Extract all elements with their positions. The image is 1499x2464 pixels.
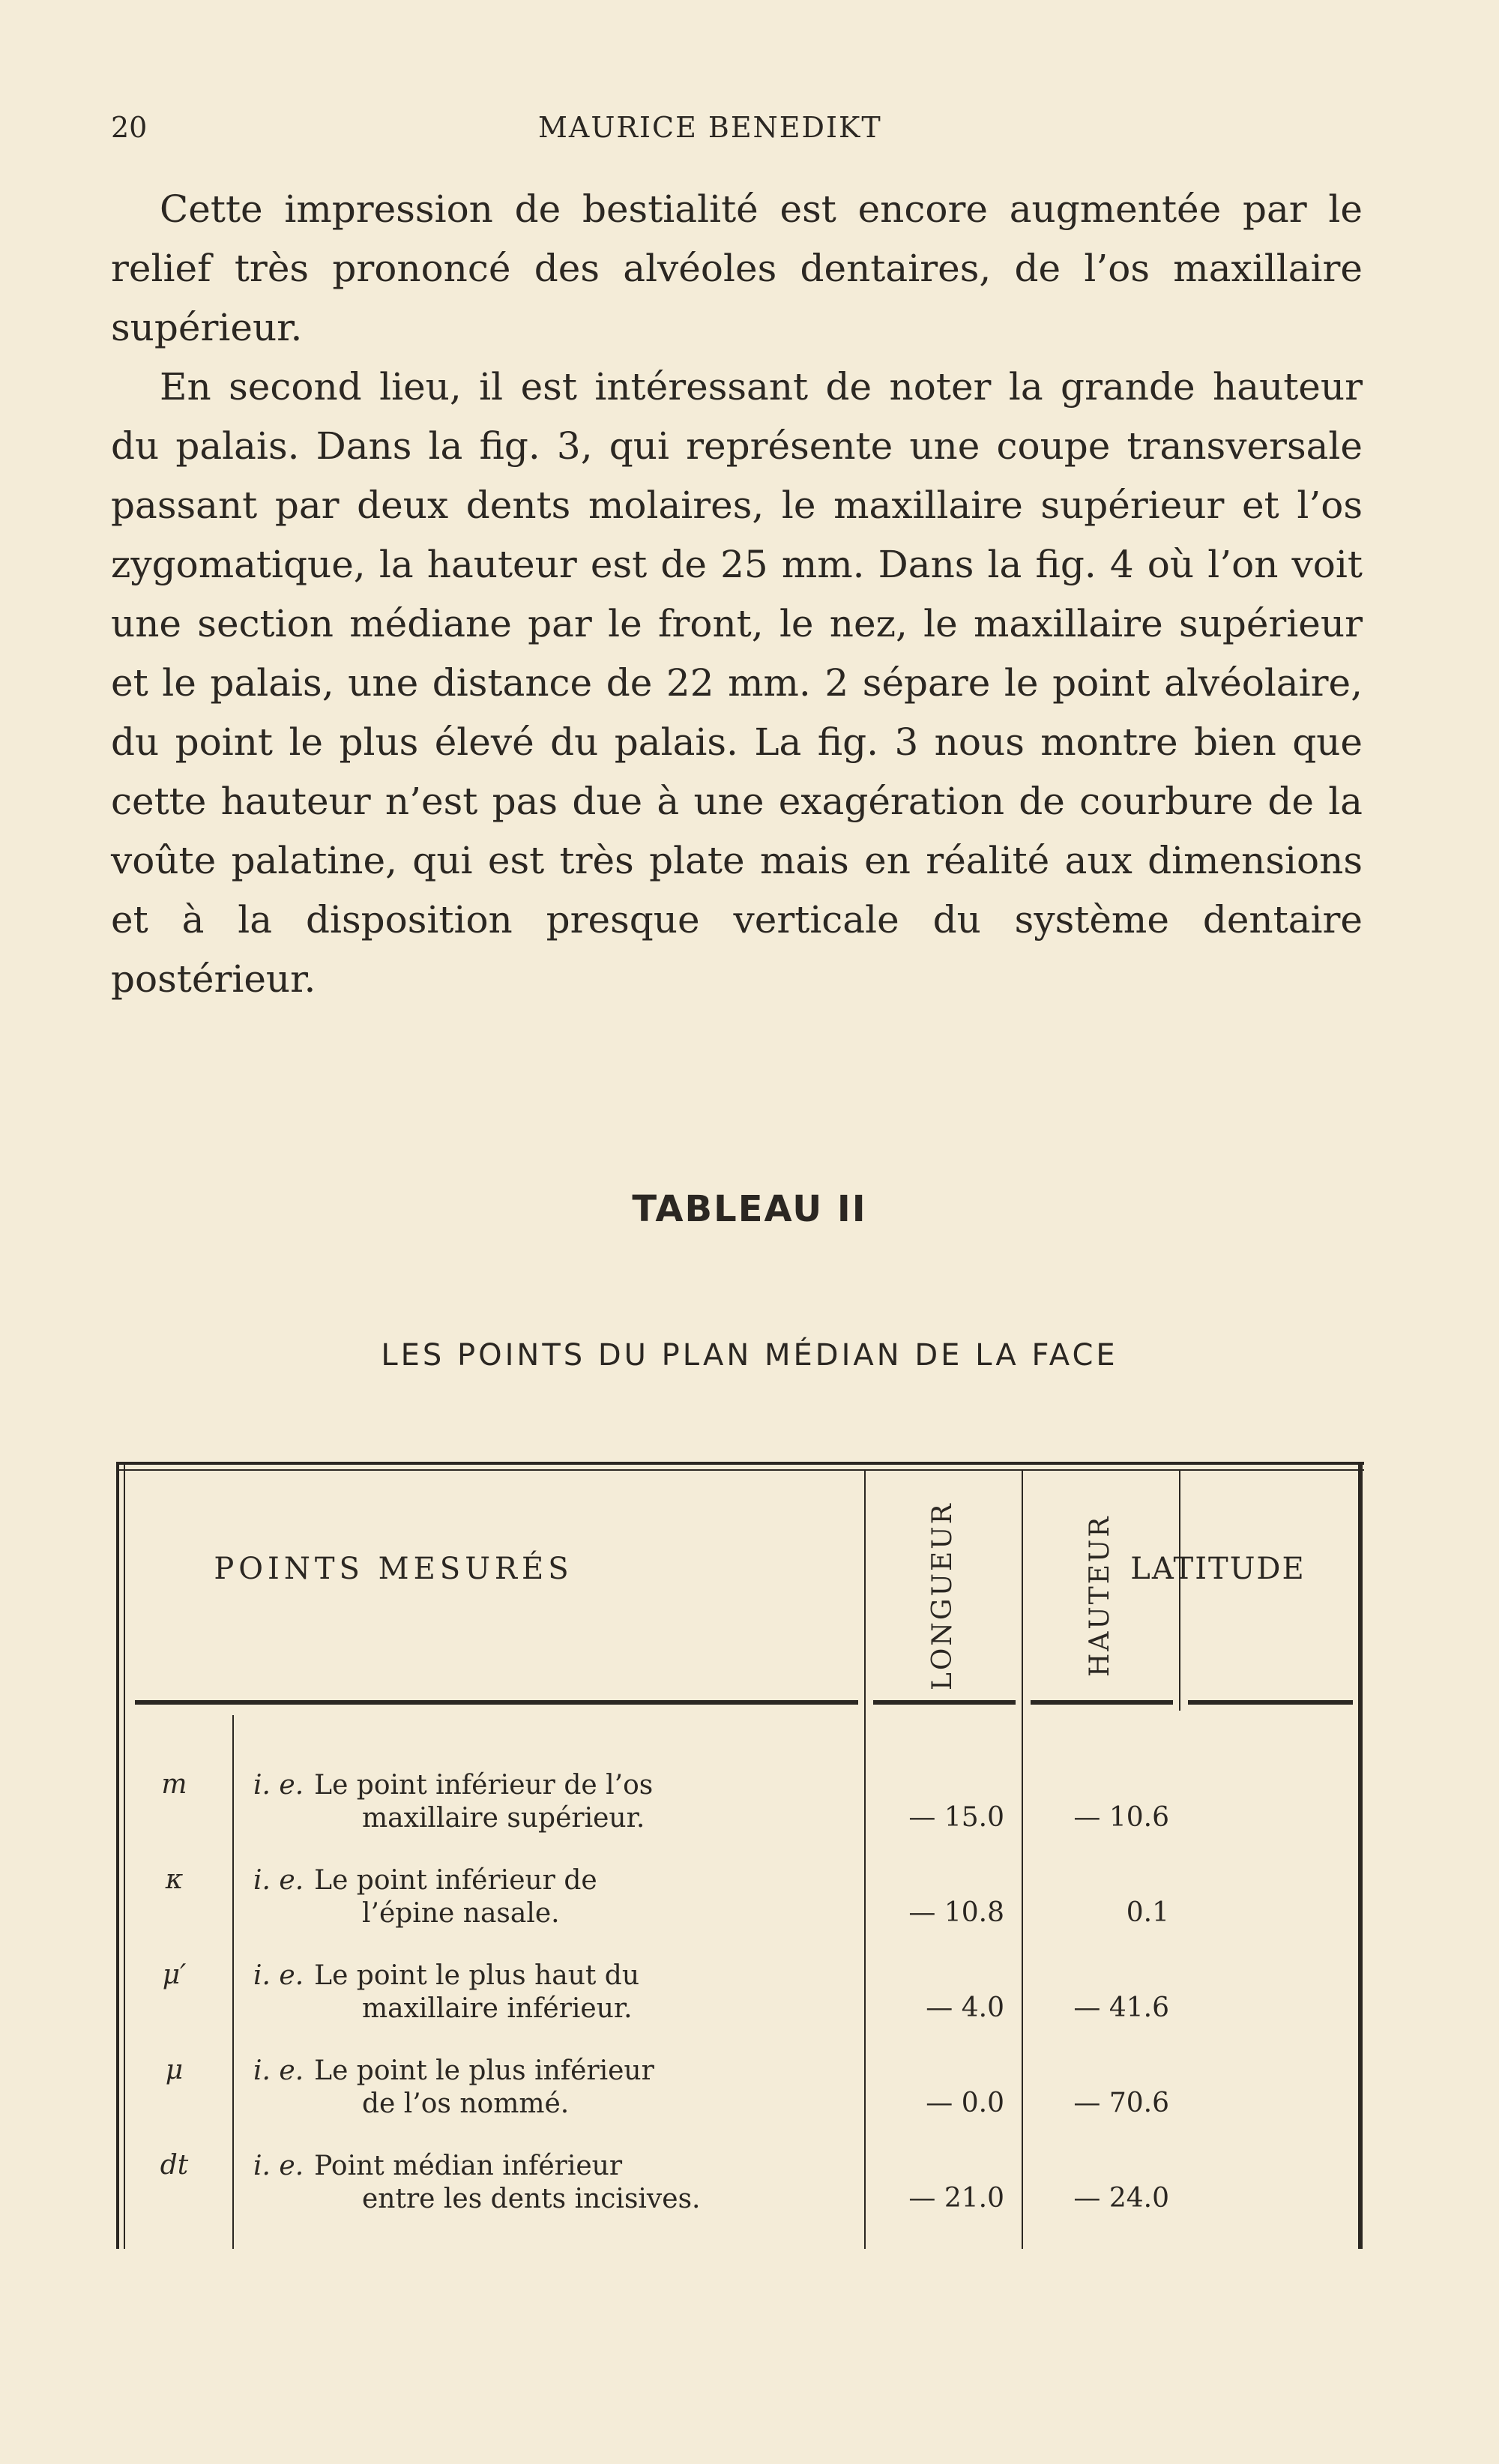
table-row	[116, 2150, 1364, 2246]
table-top-rule-thin	[116, 1469, 1364, 1471]
row-symbol: dt	[160, 2150, 189, 2181]
row-description	[253, 1769, 859, 1835]
table-title: TABLEAU II	[632, 1188, 867, 1230]
paragraph: En second lieu, il est intéressant de noter la grande hauteur du palais. Dans la fig. 3, qui représente une coupe transversale passant par deux dents molaires, le maxillaire supérieur et l’os zygomatique, la hauteur est de 25 mm. Dans la fig. 4 où l’on voit une section médiane par le front, le nez, le maxillaire supérieur et le palais, une distance de 22 mm. 2 sépare le point alvéolaire, du point le plus élevé du palais. La fig. 3 nous montre bien que cette hauteur n’est pas due à une exagération de courbure de la voûte palatine, qui est très plate mais en réalité aux dimensions et à la disposition presque verticale du système dentaire postérieur.	[111, 365, 1363, 1001]
row-symbol: μ	[165, 2055, 184, 2085]
row-description	[253, 1960, 859, 2025]
header-rule	[135, 1700, 858, 1705]
row-hauteur: — 70.6	[1073, 2088, 1169, 2118]
header-rule	[1188, 1700, 1353, 1705]
row-line1: Le point le plus inférieur	[314, 2055, 654, 2086]
row-hauteur: — 10.6	[1073, 1802, 1169, 1833]
page-number: 20	[111, 111, 148, 144]
row-longueur: — 15.0	[908, 1802, 1004, 1833]
row-longueur: — 10.8	[908, 1897, 1004, 1928]
row-longueur: — 0.0	[926, 2088, 1004, 2118]
table-top-rule	[116, 1462, 1364, 1465]
row-line2: l’épine nasale.	[362, 1898, 560, 1929]
table-row	[116, 1864, 1364, 1960]
row-ie: i. e.	[253, 1770, 304, 1801]
row-line2: de l’os nommé.	[362, 2088, 570, 2119]
table-row	[116, 1769, 1364, 1865]
row-symbol: m	[161, 1769, 187, 1800]
row-description	[253, 2150, 859, 2216]
row-line2: maxillaire inférieur.	[362, 1993, 633, 2024]
row-description	[253, 2055, 859, 2121]
header-rule	[873, 1700, 1016, 1705]
running-head: MAURICE BENEDIKT	[538, 111, 882, 144]
column-rule	[1179, 1471, 1180, 1711]
row-hauteur: 0.1	[1126, 1897, 1169, 1928]
row-ie: i. e.	[253, 2151, 304, 2181]
row-symbol: μ′	[162, 1960, 187, 1990]
row-ie: i. e.	[253, 2055, 304, 2086]
row-hauteur: — 24.0	[1073, 2183, 1169, 2214]
row-line1: Le point inférieur de	[314, 1865, 597, 1896]
data-table	[116, 1462, 1364, 2256]
row-description	[253, 1864, 859, 1930]
header-latitude: LATITUDE	[1130, 1552, 1306, 1586]
row-line2: entre les dents incisives.	[362, 2184, 701, 2214]
row-line1: Point médian inférieur	[314, 2151, 623, 2181]
row-longueur: — 21.0	[908, 2183, 1004, 2214]
table-subtitle: LES POINTS DU PLAN MÉDIAN DE LA FACE	[381, 1338, 1118, 1373]
row-symbol: κ	[165, 1864, 184, 1895]
row-line2: maxillaire supérieur.	[362, 1803, 645, 1834]
row-longueur: — 4.0	[926, 1992, 1004, 2023]
row-hauteur: — 41.6	[1073, 1992, 1169, 2023]
row-ie: i. e.	[253, 1865, 304, 1896]
paragraph: Cette impression de bestialité est encore augmentée par le relief très prononcé des alvéoles dentaires, de l’os maxillaire supérieur.	[111, 187, 1363, 349]
row-line1: Le point inférieur de l’os	[314, 1770, 654, 1801]
row-line1: Le point le plus haut du	[314, 1960, 640, 1991]
body-text	[111, 180, 1363, 1009]
table-row	[116, 2055, 1364, 2151]
header-rule	[1031, 1700, 1173, 1705]
header-hauteur: HAUTEUR	[1085, 1514, 1115, 1677]
header-points: POINTS MESURÉS	[214, 1552, 573, 1586]
header-longueur: LONGUEUR	[927, 1501, 958, 1690]
row-ie: i. e.	[253, 1960, 304, 1991]
table-row	[116, 1960, 1364, 2055]
page-header	[111, 111, 1385, 148]
